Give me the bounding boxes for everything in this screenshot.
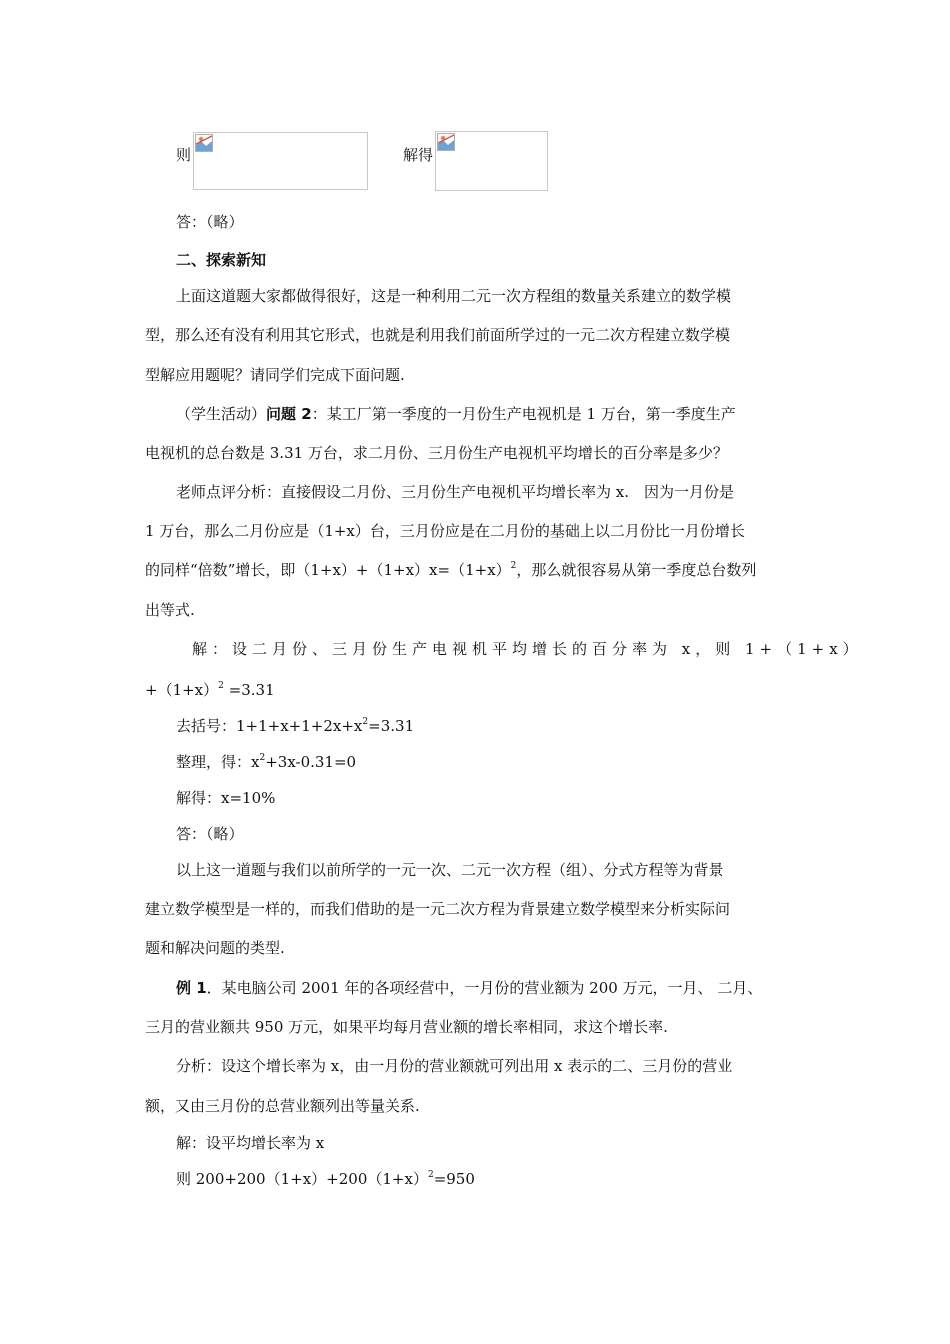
solution-text: +（1+x） [145, 681, 219, 699]
step-text: +3x-0.31=0 [265, 753, 357, 771]
equation-text: =950 [433, 1170, 475, 1188]
problem2-line: 电视机的总台数是 3.31 万台，求二月份、三月份生产电视机平均增长的百分率是多少？ [145, 444, 728, 462]
solution-step [176, 716, 414, 736]
analysis-line: 老师点评分析：直接假设二月份、三月份生产电视机平均增长率为 x. 因为一月份是 [176, 483, 734, 501]
step-text: =3.31 [368, 717, 415, 735]
problem-text: ：某工厂第一季度的一月份生产电视机是 1 万台，第一季度生产 [311, 405, 736, 423]
example1-line [176, 978, 762, 998]
exponent: 2 [259, 753, 266, 763]
analysis-line [145, 560, 756, 580]
solution-line: 解：设二月份、三月份生产电视机平均增长的百分率为 x，则 1+（1+x） [192, 640, 863, 658]
solution-line [145, 680, 275, 700]
example-solution-line: 解：设平均增长率为 x [176, 1134, 325, 1152]
intro-line: 型，那么还有没有利用其它形式，也就是利用我们前面所学过的一元二次方程建立数学模 [145, 326, 731, 344]
exponent: 2 [218, 681, 224, 691]
analysis-text: ，那么就很容易从第一季度总台数列 [516, 561, 757, 579]
analysis-text: 的同样“倍数”增长，即（1+x）+（1+x）x=（1+x） [145, 561, 511, 579]
jiede-label: 解得 [403, 146, 434, 164]
example-text: ．某电脑公司 2001 年的各项经营中，一月份的营业额为 200 万元，一月、 二月、 [206, 979, 763, 997]
intro-line: 型解应用题呢？请同学们完成下面问题. [145, 366, 405, 384]
summary-line: 建立数学模型是一样的，而我们借助的是一元二次方程为背景建立数学模型来分析实际问 [145, 900, 731, 918]
answer-text: 答：（略） [176, 213, 244, 231]
solution-step [176, 752, 356, 772]
summary-line: 题和解决问题的类型. [145, 939, 285, 957]
exponent: 2 [362, 717, 369, 727]
broken-image-icon [195, 134, 213, 152]
answer-text: 答：（略） [176, 825, 244, 843]
solution-step: 解得：x=10% [176, 789, 276, 807]
solution-text: =3.31 [223, 681, 275, 699]
example-analysis-line: 分析：设这个增长率为 x，由一月份的营业额就可列出用 x 表示的二、三月份的营业 [176, 1057, 733, 1075]
section-heading: 二、探索新知 [176, 251, 267, 269]
problem2-line [176, 404, 736, 424]
equation-text: 则 200+200（1+x）+200（1+x） [176, 1170, 428, 1188]
example-label: 例 1 [176, 979, 207, 997]
analysis-line: 1 万台，那么二月份应是（1+x）台，三月份应是在二月份的基础上以二月份比一月份增长 [145, 522, 745, 540]
example-analysis-line: 额，又由三月份的总营业额列出等量关系. [145, 1097, 420, 1115]
solution-image-placeholder [435, 131, 548, 191]
formula-image-placeholder [193, 132, 368, 190]
ze-label: 则 [176, 146, 192, 164]
exponent: 2 [427, 1170, 434, 1180]
broken-image-icon [437, 133, 455, 151]
step-text: 去括号：1+1+x+1+2x+x [176, 717, 363, 735]
exponent: 2 [510, 561, 517, 571]
example1-line: 三月的营业额共 950 万元，如果平均每月营业额的增长率相同，求这个增长率. [145, 1018, 668, 1036]
activity-prefix: （学生活动） [176, 405, 267, 423]
example-solution-line [176, 1169, 475, 1189]
analysis-line: 出等式. [145, 601, 195, 619]
intro-line: 上面这道题大家都做得很好，这是一种利用二元一次方程组的数量关系建立的数学模 [176, 287, 732, 305]
problem-label: 问题 2 [266, 405, 312, 423]
summary-line: 以上这一道题与我们以前所学的一元一次、二元一次方程（组）、分式方程等为背景 [176, 861, 724, 879]
step-text: 整理，得：x [176, 753, 260, 771]
